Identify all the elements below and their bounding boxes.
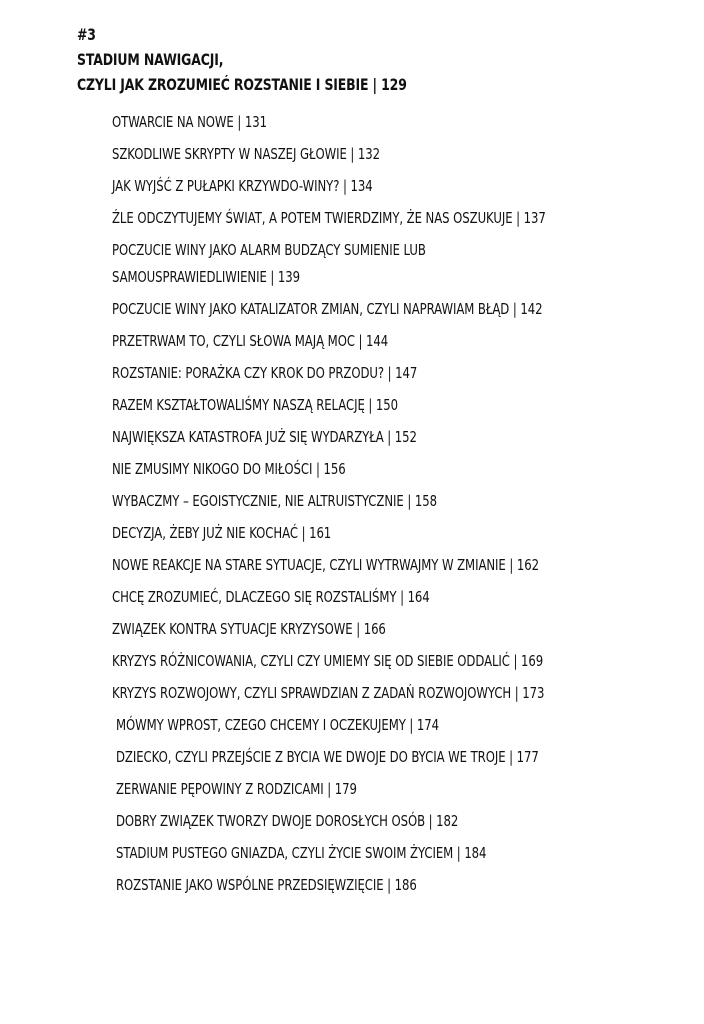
section-number: #3 — [77, 25, 96, 44]
toc-entry: PRZETRWAM TO, CZYLI SŁOWA MAJĄ MOC | 144 — [112, 332, 389, 350]
toc-entry: WYBACZMY – EGOISTYCZNIE, NIE ALTRUISTYCZNIE | 158 — [112, 492, 437, 510]
toc-entry: POCZUCIE WINY JAKO KATALIZATOR ZMIAN, CZYLI NAPRAWIAM BŁĄD | 142 — [112, 300, 543, 318]
toc-entry: KRYZYS RÓŻNICOWANIA, CZYLI CZY UMIEMY SIĘ OD SIEBIE ODDALIĆ | 169 — [112, 652, 544, 670]
toc-entry: STADIUM PUSTEGO GNIAZDA, CZYLI ŻYCIE SWOIM ŻYCIEM | 184 — [116, 844, 487, 862]
toc-entry: OTWARCIE NA NOWE | 131 — [112, 113, 267, 131]
toc-entry: ROZSTANIE JAKO WSPÓLNE PRZEDSIĘWZIĘCIE | 186 — [116, 876, 417, 894]
toc-entry: MÓWMY WPROST, CZEGO CHCEMY I OCZEKUJEMY | 174 — [116, 716, 440, 734]
toc-entry — [112, 234, 546, 293]
toc-entry: CHCĘ ZROZUMIEĆ, DLACZEGO SIĘ ROZSTALIŚMY | 164 — [112, 588, 430, 606]
toc-entry: KRYZYS ROZWOJOWY, CZYLI SPRAWDZIAN Z ZADAŃ ROZWOJOWYCH | 173 — [112, 684, 545, 702]
toc-entry: SZKODLIWE SKRYPTY W NASZEJ GŁOWIE | 132 — [112, 145, 381, 163]
toc-entry: ZERWANIE PĘPOWINY Z RODZICAMI | 179 — [116, 780, 357, 798]
toc-entry: JAK WYJŚĆ Z PUŁAPKI KRZYWDO-WINY? | 134 — [112, 177, 373, 195]
toc-entry: NIE ZMUSIMY NIKOGO DO MIŁOŚCI | 156 — [112, 460, 346, 478]
toc-entry: NOWE REAKCJE NA STARE SYTUACJE, CZYLI WYTRWAJMY W ZMIANIE | 162 — [112, 556, 539, 574]
toc-entry-line-2: SAMOUSPRAWIEDLIWIENIE | 139 — [112, 268, 301, 286]
toc-entry: DZIECKO, CZYLI PRZEJŚCIE Z BYCIA WE DWOJE DO BYCIA WE TROJE | 177 — [116, 748, 539, 766]
toc-entry: RAZEM KSZTAŁTOWALIŚMY NASZĄ RELACJĘ | 150 — [112, 396, 399, 414]
toc-entry: ZWIĄZEK KONTRA SYTUACJE KRYZYSOWE | 166 — [112, 620, 386, 638]
toc-entry: ROZSTANIE: PORAŻKA CZY KROK DO PRZODU? | 147 — [112, 364, 418, 382]
toc-list — [112, 106, 668, 901]
section-title-line-1: STADIUM NAWIGACJI, — [77, 50, 224, 69]
section-header — [77, 22, 500, 97]
toc-entry: NAJWIĘKSZA KATASTROFA JUŻ SIĘ WYDARZYŁA | 152 — [112, 428, 417, 446]
section-title-line-2: CZYLI JAK ZROZUMIEĆ ROZSTANIE I SIEBIE | 129 — [77, 75, 407, 94]
toc-entry-line-1: POCZUCIE WINY JAKO ALARM BUDZĄCY SUMIENIE LUB — [112, 241, 426, 259]
toc-entry: DOBRY ZWIĄZEK TWORZY DWOJE DOROSŁYCH OSÓB | 182 — [116, 812, 459, 830]
toc-entry: DECYZJA, ŻEBY JUŻ NIE KOCHAĆ | 161 — [112, 524, 332, 542]
toc-entry: ŹLE ODCZYTUJEMY ŚWIAT, A POTEM TWIERDZIMY, ŻE NAS OSZUKUJE | 137 — [112, 209, 546, 227]
